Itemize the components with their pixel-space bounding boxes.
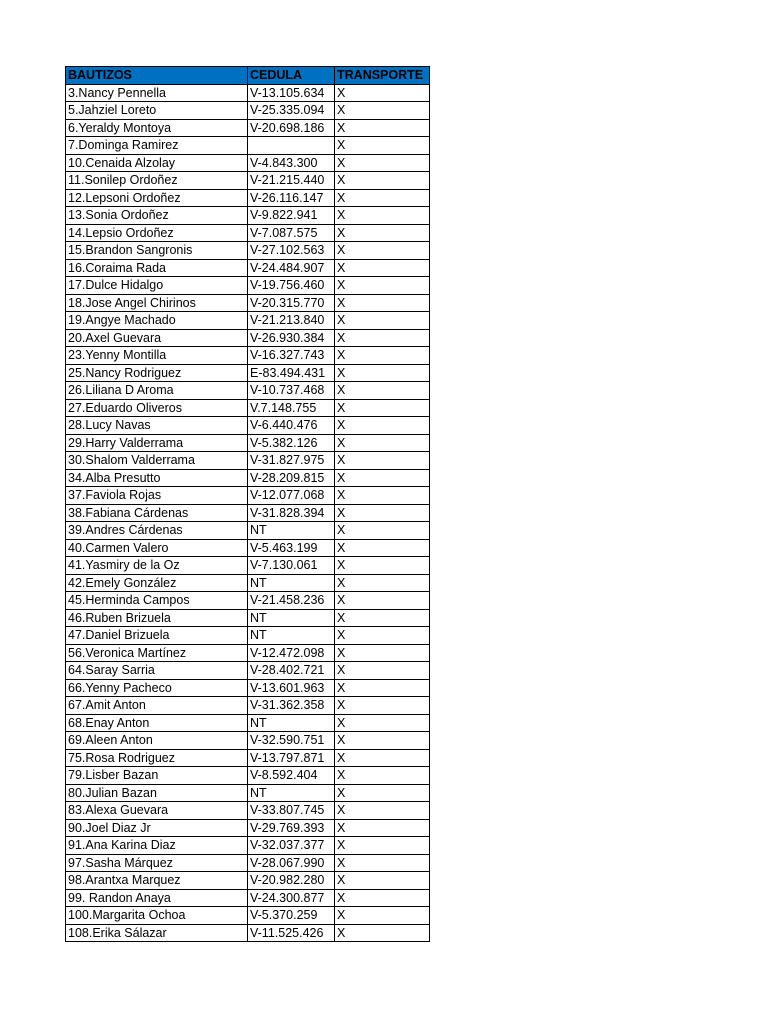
cedula-cell: V-7.130.061 <box>248 557 335 575</box>
cedula-cell: V-13.105.634 <box>248 84 335 102</box>
transporte-cell: X <box>335 434 430 452</box>
name-cell: 18.Jose Angel Chirinos <box>66 294 248 312</box>
cedula-cell: V-24.484.907 <box>248 259 335 277</box>
name-cell: 98.Arantxa Marquez <box>66 872 248 890</box>
table-row <box>66 382 430 400</box>
table-body <box>66 84 430 942</box>
transporte-cell: X <box>335 224 430 242</box>
name-cell: 26.Liliana D Aroma <box>66 382 248 400</box>
table-row <box>66 557 430 575</box>
cedula-cell: V-31.828.394 <box>248 504 335 522</box>
cedula-cell: V-32.037.377 <box>248 837 335 855</box>
table-row <box>66 539 430 557</box>
transporte-cell: X <box>335 312 430 330</box>
name-cell: 83.Alexa Guevara <box>66 802 248 820</box>
transporte-cell: X <box>335 837 430 855</box>
table-row <box>66 627 430 645</box>
cedula-cell: NT <box>248 609 335 627</box>
transporte-cell: X <box>335 714 430 732</box>
cedula-cell: V-26.116.147 <box>248 189 335 207</box>
name-cell: 12.Lepsoni Ordoñez <box>66 189 248 207</box>
table-row <box>66 644 430 662</box>
transporte-cell: X <box>335 854 430 872</box>
transporte-cell: X <box>335 452 430 470</box>
transporte-cell: X <box>335 557 430 575</box>
name-cell: 11.Sonilep Ordoñez <box>66 172 248 190</box>
table-row <box>66 767 430 785</box>
cedula-cell: V-32.590.751 <box>248 732 335 750</box>
table-row <box>66 662 430 680</box>
cedula-cell: V-20.982.280 <box>248 872 335 890</box>
transporte-cell: X <box>335 469 430 487</box>
cedula-cell: V-11.525.426 <box>248 924 335 942</box>
name-cell: 3.Nancy Pennella <box>66 84 248 102</box>
transporte-cell: X <box>335 662 430 680</box>
transporte-cell: X <box>335 259 430 277</box>
name-cell: 16.Coraima Rada <box>66 259 248 277</box>
transporte-cell: X <box>335 382 430 400</box>
transporte-cell: X <box>335 84 430 102</box>
table-row <box>66 312 430 330</box>
transporte-cell: X <box>335 609 430 627</box>
name-cell: 37.Faviola Rojas <box>66 487 248 505</box>
table-row <box>66 434 430 452</box>
transporte-cell: X <box>335 189 430 207</box>
table-row <box>66 889 430 907</box>
table-row <box>66 102 430 120</box>
name-cell: 23.Yenny Montilla <box>66 347 248 365</box>
name-cell: 40.Carmen Valero <box>66 539 248 557</box>
cedula-cell: V-19.756.460 <box>248 277 335 295</box>
table-row <box>66 749 430 767</box>
name-cell: 79.Lisber Bazan <box>66 767 248 785</box>
name-cell: 45.Herminda Campos <box>66 592 248 610</box>
transporte-cell: X <box>335 627 430 645</box>
name-cell: 5.Jahziel Loreto <box>66 102 248 120</box>
cedula-cell: V-12.077.068 <box>248 487 335 505</box>
table-row <box>66 697 430 715</box>
transporte-cell: X <box>335 819 430 837</box>
transporte-cell: X <box>335 207 430 225</box>
cedula-cell: V-31.362.358 <box>248 697 335 715</box>
table-row <box>66 207 430 225</box>
transporte-cell: X <box>335 329 430 347</box>
cedula-cell: E-83.494.431 <box>248 364 335 382</box>
name-cell: 80.Julian Bazan <box>66 784 248 802</box>
cedula-cell: V-5.382.126 <box>248 434 335 452</box>
table-row <box>66 469 430 487</box>
name-cell: 75.Rosa Rodriguez <box>66 749 248 767</box>
cedula-cell: V.7.148.755 <box>248 399 335 417</box>
name-cell: 38.Fabiana Cárdenas <box>66 504 248 522</box>
table-row <box>66 574 430 592</box>
transporte-cell: X <box>335 137 430 155</box>
transporte-cell: X <box>335 172 430 190</box>
transporte-cell: X <box>335 802 430 820</box>
cedula-cell: V-13.601.963 <box>248 679 335 697</box>
cedula-cell: V-5.463.199 <box>248 539 335 557</box>
table-row <box>66 452 430 470</box>
table-row <box>66 329 430 347</box>
cedula-cell: V-16.327.743 <box>248 347 335 365</box>
transporte-cell: X <box>335 767 430 785</box>
name-cell: 17.Dulce Hidalgo <box>66 277 248 295</box>
header-bautizos: BAUTIZOS <box>66 67 248 85</box>
cedula-cell <box>248 137 335 155</box>
transporte-cell: X <box>335 522 430 540</box>
name-cell: 39.Andres Cárdenas <box>66 522 248 540</box>
transporte-cell: X <box>335 294 430 312</box>
transporte-cell: X <box>335 504 430 522</box>
cedula-cell: V-21.458.236 <box>248 592 335 610</box>
table-row <box>66 172 430 190</box>
name-cell: 64.Saray Sarria <box>66 662 248 680</box>
transporte-cell: X <box>335 574 430 592</box>
cedula-cell: V-28.402.721 <box>248 662 335 680</box>
table-row <box>66 189 430 207</box>
name-cell: 66.Yenny Pacheco <box>66 679 248 697</box>
name-cell: 19.Angye Machado <box>66 312 248 330</box>
table-row <box>66 679 430 697</box>
name-cell: 14.Lepsio Ordoñez <box>66 224 248 242</box>
cedula-cell: NT <box>248 627 335 645</box>
table-row <box>66 784 430 802</box>
cedula-cell: NT <box>248 522 335 540</box>
transporte-cell: X <box>335 732 430 750</box>
transporte-cell: X <box>335 277 430 295</box>
name-cell: 10.Cenaida Alzolay <box>66 154 248 172</box>
transporte-cell: X <box>335 417 430 435</box>
table-row <box>66 837 430 855</box>
cedula-cell: V-28.209.815 <box>248 469 335 487</box>
table-row <box>66 819 430 837</box>
bautizos-table <box>65 66 430 942</box>
cedula-cell: V-33.807.745 <box>248 802 335 820</box>
name-cell: 28.Lucy Navas <box>66 417 248 435</box>
table-row <box>66 347 430 365</box>
name-cell: 68.Enay Anton <box>66 714 248 732</box>
cedula-cell: NT <box>248 784 335 802</box>
transporte-cell: X <box>335 872 430 890</box>
name-cell: 90.Joel Diaz Jr <box>66 819 248 837</box>
cedula-cell: V-26.930.384 <box>248 329 335 347</box>
transporte-cell: X <box>335 399 430 417</box>
name-cell: 100.Margarita Ochoa <box>66 907 248 925</box>
name-cell: 6.Yeraldy Montoya <box>66 119 248 137</box>
table-row <box>66 592 430 610</box>
name-cell: 34.Alba Presutto <box>66 469 248 487</box>
name-cell: 29.Harry Valderrama <box>66 434 248 452</box>
table-row <box>66 872 430 890</box>
name-cell: 42.Emely González <box>66 574 248 592</box>
cedula-cell: V-20.698.186 <box>248 119 335 137</box>
table-row <box>66 242 430 260</box>
header-row <box>66 67 430 85</box>
cedula-cell: V-24.300.877 <box>248 889 335 907</box>
table-row <box>66 487 430 505</box>
transporte-cell: X <box>335 749 430 767</box>
transporte-cell: X <box>335 119 430 137</box>
table-row <box>66 224 430 242</box>
table-row <box>66 154 430 172</box>
table-row <box>66 802 430 820</box>
table-row <box>66 294 430 312</box>
name-cell: 20.Axel Guevara <box>66 329 248 347</box>
table-row <box>66 277 430 295</box>
cedula-cell: V-9.822.941 <box>248 207 335 225</box>
name-cell: 69.Aleen Anton <box>66 732 248 750</box>
name-cell: 27.Eduardo Oliveros <box>66 399 248 417</box>
table-row <box>66 924 430 942</box>
name-cell: 91.Ana Karina Diaz <box>66 837 248 855</box>
header-cedula: CEDULA <box>248 67 335 85</box>
name-cell: 41.Yasmiry de la Oz <box>66 557 248 575</box>
transporte-cell: X <box>335 889 430 907</box>
cedula-cell: V-27.102.563 <box>248 242 335 260</box>
cedula-cell: V-31.827.975 <box>248 452 335 470</box>
name-cell: 67.Amit Anton <box>66 697 248 715</box>
name-cell: 108.Erika Sálazar <box>66 924 248 942</box>
cedula-cell: V-6.440.476 <box>248 417 335 435</box>
cedula-cell: NT <box>248 574 335 592</box>
name-cell: 25.Nancy Rodriguez <box>66 364 248 382</box>
transporte-cell: X <box>335 644 430 662</box>
table-row <box>66 504 430 522</box>
transporte-cell: X <box>335 679 430 697</box>
cedula-cell: V-8.592.404 <box>248 767 335 785</box>
transporte-cell: X <box>335 539 430 557</box>
cedula-cell: V-7.087.575 <box>248 224 335 242</box>
cedula-cell: V-28.067.990 <box>248 854 335 872</box>
table-row <box>66 907 430 925</box>
name-cell: 97.Sasha Márquez <box>66 854 248 872</box>
transporte-cell: X <box>335 924 430 942</box>
name-cell: 13.Sonia Ordoñez <box>66 207 248 225</box>
name-cell: 15.Brandon Sangronis <box>66 242 248 260</box>
name-cell: 30.Shalom Valderrama <box>66 452 248 470</box>
transporte-cell: X <box>335 487 430 505</box>
cedula-cell: V-20.315.770 <box>248 294 335 312</box>
table-row <box>66 732 430 750</box>
transporte-cell: X <box>335 697 430 715</box>
table-row <box>66 259 430 277</box>
name-cell: 46.Ruben Brizuela <box>66 609 248 627</box>
transporte-cell: X <box>335 592 430 610</box>
name-cell: 7.Dominga Ramirez <box>66 137 248 155</box>
cedula-cell: V-5.370.259 <box>248 907 335 925</box>
name-cell: 99. Randon Anaya <box>66 889 248 907</box>
table-row <box>66 137 430 155</box>
header-transporte: TRANSPORTE <box>335 67 430 85</box>
transporte-cell: X <box>335 102 430 120</box>
cedula-cell: V-12.472.098 <box>248 644 335 662</box>
cedula-cell: NT <box>248 714 335 732</box>
name-cell: 56.Veronica Martínez <box>66 644 248 662</box>
cedula-cell: V-10.737.468 <box>248 382 335 400</box>
table-row <box>66 364 430 382</box>
table-row <box>66 417 430 435</box>
table-row <box>66 714 430 732</box>
name-cell: 47.Daniel Brizuela <box>66 627 248 645</box>
transporte-cell: X <box>335 364 430 382</box>
table-row <box>66 522 430 540</box>
table-row <box>66 854 430 872</box>
transporte-cell: X <box>335 907 430 925</box>
transporte-cell: X <box>335 784 430 802</box>
cedula-cell: V-21.215.440 <box>248 172 335 190</box>
transporte-cell: X <box>335 347 430 365</box>
cedula-cell: V-25.335.094 <box>248 102 335 120</box>
table-row <box>66 609 430 627</box>
table-row <box>66 399 430 417</box>
cedula-cell: V-4.843.300 <box>248 154 335 172</box>
cedula-cell: V-13.797.871 <box>248 749 335 767</box>
transporte-cell: X <box>335 154 430 172</box>
table-header <box>66 67 430 85</box>
cedula-cell: V-21.213.840 <box>248 312 335 330</box>
table-row <box>66 84 430 102</box>
transporte-cell: X <box>335 242 430 260</box>
table-row <box>66 119 430 137</box>
cedula-cell: V-29.769.393 <box>248 819 335 837</box>
